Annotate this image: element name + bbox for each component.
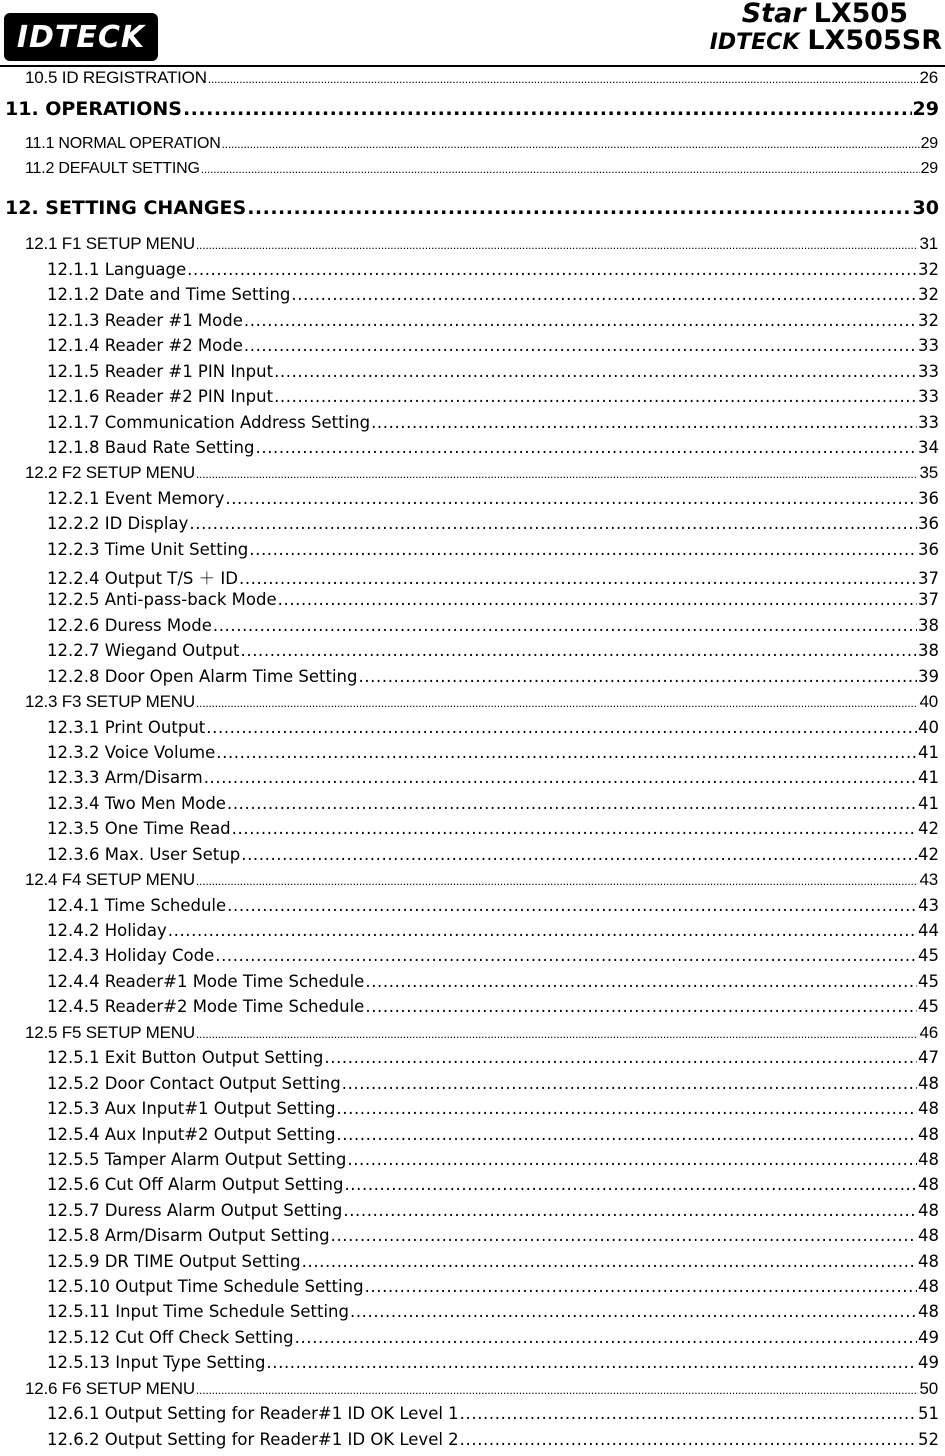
- toc-entry-title: 12.1.6 Reader #2 PIN Input: [47, 387, 274, 406]
- toc-entry-page-number: 33: [918, 362, 939, 381]
- dot-leader: [227, 794, 917, 813]
- toc-entry-page-number: 33: [918, 387, 939, 406]
- toc-entry-title: 12.4 F4 SETUP MENU: [25, 870, 195, 889]
- toc-entry[interactable]: [5, 197, 939, 219]
- toc-entry-page-number: 48: [918, 1302, 939, 1321]
- dot-leader: [256, 438, 918, 457]
- toc-entry[interactable]: [47, 896, 939, 915]
- toc-entry-title: 12.5.7 Duress Alarm Output Setting: [47, 1201, 343, 1220]
- toc-entry-title: 11.1 NORMAL OPERATION: [25, 135, 221, 152]
- dot-leader: [331, 1226, 917, 1245]
- toc-entry-page-number: 46: [919, 1023, 938, 1042]
- toc-entry[interactable]: [25, 68, 938, 88]
- toc-entry[interactable]: [47, 1048, 939, 1067]
- toc-entry-page-number: 48: [918, 1150, 939, 1169]
- toc-entry-page-number: 29: [920, 135, 938, 152]
- toc-entry[interactable]: [47, 1404, 939, 1423]
- toc-entry[interactable]: [47, 387, 939, 406]
- dot-leader: [274, 362, 917, 381]
- toc-entry-title: 12.2 F2 SETUP MENU: [25, 463, 195, 482]
- toc-entry-page-number: 45: [918, 972, 939, 991]
- toc-entry[interactable]: [47, 1252, 939, 1271]
- toc-entry-title: 12.3.5 One Time Read: [47, 819, 231, 838]
- toc-entry-title: 12.5.12 Cut Off Check Setting: [47, 1328, 294, 1347]
- toc-entry-page-number: 48: [918, 1226, 939, 1245]
- toc-entry[interactable]: [47, 1201, 939, 1220]
- dot-leader: [213, 616, 917, 635]
- toc-entry-title: 12.3.2 Voice Volume: [47, 743, 216, 762]
- toc-entry-title: 12.4.2 Holiday: [47, 921, 167, 940]
- toc-entry-page-number: 29: [920, 160, 938, 177]
- toc-entry-page-number: 32: [918, 311, 939, 330]
- dot-leader: [206, 718, 917, 737]
- toc-entry-title: 12.5.11 Input Time Schedule Setting: [47, 1302, 349, 1321]
- toc-entry-title: 12.4.4 Reader#1 Mode Time Schedule: [47, 972, 365, 991]
- dot-leader: [336, 1125, 917, 1144]
- toc-entry[interactable]: [47, 1430, 939, 1449]
- dot-leader: [227, 896, 917, 915]
- toc-entry-title: 12.2.5 Anti-pass-back Mode: [47, 590, 277, 609]
- dot-leader: [168, 921, 917, 940]
- toc-entry-title: 12.4.5 Reader#2 Mode Time Schedule: [47, 997, 365, 1016]
- toc-entry-title: 12.1.8 Baud Rate Setting: [47, 438, 255, 457]
- toc-entry-page-number: 33: [918, 413, 939, 432]
- toc-entry[interactable]: [47, 590, 939, 609]
- dot-leader: [365, 972, 917, 991]
- toc-entry-title: 12.2.7 Wiegand Output: [47, 641, 240, 660]
- dot-leader: [343, 1201, 917, 1220]
- toc-entry-title: 12.5.4 Aux Input#2 Output Setting: [47, 1125, 336, 1144]
- toc-entry-page-number: 26: [919, 68, 938, 87]
- dot-leader: [244, 336, 917, 355]
- toc-entry-title: 12.1.4 Reader #2 Mode: [47, 336, 243, 355]
- dot-leader: [358, 667, 917, 686]
- toc-entry-page-number: 34: [918, 438, 939, 457]
- toc-entry[interactable]: [25, 870, 938, 890]
- toc-entry-page-number: 50: [919, 1379, 938, 1398]
- toc-entry[interactable]: [47, 718, 939, 737]
- dot-leader: [347, 1150, 917, 1169]
- toc-entry[interactable]: [47, 540, 939, 559]
- toc-entry-page-number: 52: [918, 1430, 939, 1449]
- dot-leader: [208, 72, 919, 86]
- toc-entry[interactable]: [47, 743, 939, 762]
- toc-entry[interactable]: [47, 285, 939, 304]
- toc-entry-title: 11. OPERATIONS: [5, 98, 182, 120]
- toc-entry-page-number: 48: [918, 1252, 939, 1271]
- toc-entry-title: 12.4.3 Holiday Code: [47, 946, 215, 965]
- toc-entry[interactable]: [47, 1226, 939, 1245]
- toc-entry-title: 12.2.8 Door Open Alarm Time Setting: [47, 667, 358, 686]
- toc-entry[interactable]: [47, 260, 939, 279]
- toc-entry-title: 12.2.6 Duress Mode: [47, 616, 212, 635]
- toc-entry[interactable]: [25, 463, 938, 483]
- toc-entry[interactable]: [47, 1328, 939, 1347]
- dot-leader: [187, 260, 917, 279]
- brand-model-lx505sr: LX505SR: [807, 25, 942, 56]
- dot-leader: [371, 413, 917, 432]
- toc-entry-page-number: 51: [918, 1404, 939, 1423]
- toc-entry-page-number: 49: [918, 1328, 939, 1347]
- toc-entry-title: 12.3.4 Two Men Mode: [47, 794, 226, 813]
- dot-leader: [244, 311, 917, 330]
- brand-idteck: IDTECK: [709, 30, 800, 55]
- dot-leader: [201, 162, 920, 176]
- toc-entry-page-number: 32: [918, 260, 939, 279]
- dot-leader: [249, 540, 917, 559]
- toc-entry-page-number: 36: [918, 489, 939, 508]
- toc-entry[interactable]: [47, 1175, 939, 1194]
- dot-leader: [215, 946, 917, 965]
- toc-entry-page-number: 48: [918, 1074, 939, 1093]
- dot-leader: [365, 1277, 917, 1296]
- toc-entry-page-number: 38: [918, 641, 939, 660]
- toc-entry-page-number: 42: [918, 845, 939, 864]
- toc-entry-page-number: 41: [918, 743, 939, 762]
- toc-entry[interactable]: [47, 946, 939, 965]
- toc-entry[interactable]: [5, 98, 939, 120]
- dot-leader: [274, 387, 917, 406]
- dot-leader: [247, 197, 911, 219]
- dot-leader: [342, 1074, 917, 1093]
- toc-entry-page-number: 31: [919, 234, 938, 253]
- toc-entry-title: 12.1.1 Language: [47, 260, 187, 279]
- toc-entry-title: 12.5.3 Aux Input#1 Output Setting: [47, 1099, 336, 1118]
- toc-entry[interactable]: [25, 692, 938, 712]
- toc-entry[interactable]: [47, 768, 939, 787]
- toc-entry-page-number: 40: [918, 718, 939, 737]
- toc-entry-title: 12.3.3 Arm/Disarm: [47, 768, 203, 787]
- dot-leader: [232, 819, 917, 838]
- toc-entry[interactable]: [47, 438, 939, 457]
- dot-leader: [241, 641, 918, 660]
- toc-entry-page-number: 48: [918, 1125, 939, 1144]
- idteck-logo: [4, 13, 158, 61]
- toc-entry-page-number: 32: [918, 285, 939, 304]
- toc-entry-page-number: 43: [918, 896, 939, 915]
- toc-entry-page-number: 44: [918, 921, 939, 940]
- toc-entry-title: 12.2.4 Output T/S ＋ ID: [47, 569, 238, 588]
- toc-entry[interactable]: [47, 845, 939, 864]
- toc-entry-title: 12.3.1 Print Output: [47, 718, 206, 737]
- toc-entry[interactable]: [47, 413, 939, 432]
- toc-entry[interactable]: [47, 997, 939, 1016]
- toc-entry-page-number: 37: [918, 569, 939, 588]
- toc-entry-page-number: 37: [918, 590, 939, 609]
- logo-text: IDTECK: [16, 19, 146, 55]
- toc-entry-title: 11.2 DEFAULT SETTING: [25, 160, 200, 177]
- toc-entry-title: 12. SETTING CHANGES: [5, 197, 247, 219]
- dot-leader: [222, 137, 920, 151]
- toc-entry-page-number: 41: [918, 768, 939, 787]
- toc-entry-title: 12.5.8 Arm/Disarm Output Setting: [47, 1226, 330, 1245]
- toc-entry-title: 12.2.1 Event Memory: [47, 489, 225, 508]
- toc-entry[interactable]: [25, 1023, 938, 1043]
- dot-leader: [324, 1048, 917, 1067]
- toc-entry[interactable]: [47, 667, 939, 686]
- toc-entry-title: 12.5.1 Exit Button Output Setting: [47, 1048, 324, 1067]
- toc-entry-page-number: 45: [918, 997, 939, 1016]
- header-divider: [0, 65, 945, 67]
- toc-entry[interactable]: [47, 1125, 939, 1144]
- toc-entry-page-number: 47: [918, 1048, 939, 1067]
- toc-entry[interactable]: [47, 514, 939, 533]
- toc-entry-page-number: 38: [918, 616, 939, 635]
- toc-entry-page-number: 30: [912, 197, 939, 219]
- toc-entry-title: 12.5.13 Input Type Setting: [47, 1353, 266, 1372]
- toc-entry-page-number: 35: [919, 463, 938, 482]
- toc-entry[interactable]: [47, 1074, 939, 1093]
- toc-entry-title: 12.1 F1 SETUP MENU: [25, 234, 195, 253]
- toc-entry-page-number: 42: [918, 819, 939, 838]
- toc-entry-title: 12.1.2 Date and Time Setting: [47, 285, 291, 304]
- toc-entry[interactable]: [25, 234, 938, 254]
- toc-entry[interactable]: [47, 311, 939, 330]
- dot-leader: [460, 1430, 917, 1449]
- toc-entry-title: 12.1.3 Reader #1 Mode: [47, 311, 243, 330]
- toc-entry-title: 12.5 F5 SETUP MENU: [25, 1023, 195, 1042]
- toc-entry-page-number: 48: [918, 1277, 939, 1296]
- dot-leader: [204, 768, 917, 787]
- toc-entry-page-number: 41: [918, 794, 939, 813]
- toc-entry-page-number: 48: [918, 1099, 939, 1118]
- toc-entry-title: 12.5.5 Tamper Alarm Output Setting: [47, 1150, 347, 1169]
- toc-entry-title: 12.1.5 Reader #1 PIN Input: [47, 362, 274, 381]
- toc-entry[interactable]: [47, 794, 939, 813]
- toc-entry-page-number: 33: [918, 336, 939, 355]
- toc-entry-title: 12.5.6 Cut Off Alarm Output Setting: [47, 1175, 344, 1194]
- toc-entry-title: 12.5.2 Door Contact Output Setting: [47, 1074, 341, 1093]
- toc-entry[interactable]: [25, 160, 938, 178]
- toc-entry-title: 12.5.9 DR TIME Output Setting: [47, 1252, 301, 1271]
- toc-entry-page-number: 45: [918, 946, 939, 965]
- toc-entry-title: 12.3.6 Max. User Setup: [47, 845, 241, 864]
- toc-entry-title: 12.6.1 Output Setting for Reader#1 ID OK Level 1: [47, 1404, 459, 1423]
- toc-entry-page-number: 36: [918, 514, 939, 533]
- brand-star: Star: [741, 0, 806, 29]
- toc-entry-title: 12.1.7 Communication Address Setting: [47, 413, 371, 432]
- toc-entry[interactable]: [25, 135, 938, 153]
- toc-entry[interactable]: [47, 1099, 939, 1118]
- dot-leader: [460, 1404, 917, 1423]
- toc-entry-title: 12.2.2 ID Display: [47, 514, 189, 533]
- dot-leader: [344, 1175, 917, 1194]
- dot-leader: [196, 467, 919, 481]
- dot-leader: [216, 743, 917, 762]
- dot-leader: [196, 1027, 919, 1041]
- toc-entry-page-number: 49: [918, 1353, 939, 1372]
- toc-entry-page-number: 36: [918, 540, 939, 559]
- toc-entry[interactable]: [47, 1150, 939, 1169]
- toc-entry-page-number: 39: [918, 667, 939, 686]
- toc-entry[interactable]: [47, 336, 939, 355]
- dot-leader: [183, 98, 912, 120]
- brand-model-lx505: LX505: [813, 0, 908, 29]
- dot-leader: [196, 696, 919, 710]
- toc-entry[interactable]: [47, 1302, 939, 1321]
- toc-entry-title: 10.5 ID REGISTRATION: [25, 68, 207, 87]
- toc-entry[interactable]: [47, 1353, 939, 1372]
- toc-entry-title: 12.4.1 Time Schedule: [47, 896, 227, 915]
- toc-entry-title: 12.2.3 Time Unit Setting: [47, 540, 249, 559]
- dot-leader: [196, 874, 919, 888]
- dot-leader: [196, 1383, 919, 1397]
- toc-entry[interactable]: [47, 819, 939, 838]
- toc-entry[interactable]: [47, 489, 939, 508]
- toc-entry[interactable]: [47, 565, 939, 589]
- dot-leader: [291, 285, 917, 304]
- toc-entry[interactable]: [47, 362, 939, 381]
- dot-leader: [336, 1099, 917, 1118]
- toc-entry[interactable]: [47, 641, 939, 660]
- toc-entry-page-number: 48: [918, 1175, 939, 1194]
- dot-leader: [241, 845, 917, 864]
- toc-entry-title: 12.6 F6 SETUP MENU: [25, 1379, 195, 1398]
- dot-leader: [266, 1353, 917, 1372]
- toc-entry-title: 12.6.2 Output Setting for Reader#1 ID OK Level 2: [47, 1430, 459, 1449]
- toc-entry[interactable]: [25, 1379, 938, 1399]
- dot-leader: [350, 1302, 917, 1321]
- toc-entry[interactable]: [47, 616, 939, 635]
- toc-entry-page-number: 29: [912, 98, 939, 120]
- dot-leader: [365, 997, 917, 1016]
- toc-entry-title: 12.5.10 Output Time Schedule Setting: [47, 1277, 364, 1296]
- dot-leader: [278, 590, 917, 609]
- dot-leader: [239, 569, 917, 588]
- toc-entry[interactable]: [47, 1277, 939, 1296]
- toc-entry-title: 12.3 F3 SETUP MENU: [25, 692, 195, 711]
- toc-entry-page-number: 48: [918, 1201, 939, 1220]
- dot-leader: [302, 1252, 917, 1271]
- toc-entry-page-number: 40: [919, 692, 938, 711]
- product-brand: [682, 0, 942, 60]
- toc-entry[interactable]: [47, 921, 939, 940]
- toc-entry-page-number: 43: [919, 870, 938, 889]
- dot-leader: [196, 238, 919, 252]
- dot-leader: [295, 1328, 917, 1347]
- dot-leader: [189, 514, 917, 533]
- dot-leader: [225, 489, 917, 508]
- toc-entry[interactable]: [47, 972, 939, 991]
